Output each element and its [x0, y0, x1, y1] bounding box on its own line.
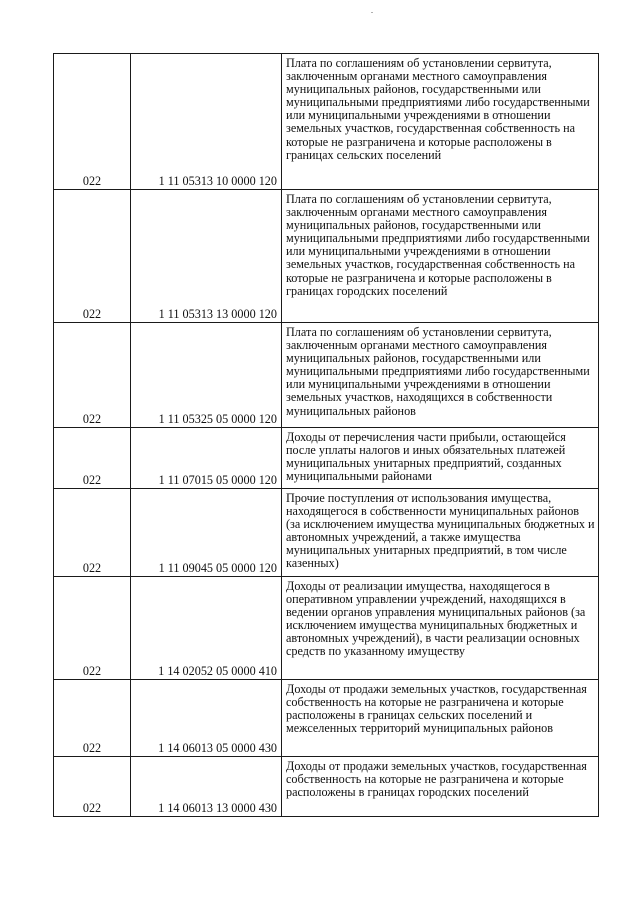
revenue-name-cell: Доходы от продажи земельных участков, государственная собственность на которые не разграничена и которые расположены в границах городских поселений [282, 757, 599, 817]
admin-code-cell: 022 [54, 323, 131, 428]
admin-code-cell: 022 [54, 680, 131, 757]
kbk-code-cell: 1 11 07015 05 0000 120 [131, 428, 282, 489]
revenue-name-cell: Плата по соглашениям об установлении сервитута, заключенным органами местного самоуправления муниципальных районов, государственными или муниципальными предприятиями либо государственными или муниципальными учреждениями в отношении земельных участков, находящихся в собственности муниципальных районов [282, 323, 599, 428]
admin-code-cell: 022 [54, 54, 131, 190]
kbk-code-cell: 1 14 06013 05 0000 430 [131, 680, 282, 757]
revenue-codes-table [53, 53, 599, 817]
table-row [54, 54, 599, 190]
revenue-name-cell: Доходы от продажи земельных участков, государственная собственность на которые не разграничена и которые расположены в границах сельских поселений и межселенных территорий муниципальных районов [282, 680, 599, 757]
scan-mark [371, 12, 373, 13]
admin-code-cell: 022 [54, 428, 131, 489]
table-row [54, 428, 599, 489]
revenue-name-cell: Прочие поступления от использования имущества, находящегося в собственности муниципальных районов (за исключением имущества муниципальных бюджетных и автономных учреждений, а также имущества муниципальных унитарных предприятий, в том числе казенных) [282, 489, 599, 577]
admin-code-cell: 022 [54, 577, 131, 680]
table-row [54, 757, 599, 817]
revenue-name-cell: Доходы от перечисления части прибыли, остающейся после уплаты налогов и иных обязательных платежей муниципальных унитарных предприятий, созданных муниципальными районами [282, 428, 599, 489]
kbk-code-cell: 1 11 09045 05 0000 120 [131, 489, 282, 577]
table-row [54, 489, 599, 577]
table-row [54, 190, 599, 323]
revenue-name-cell: Плата по соглашениям об установлении сервитута, заключенным органами местного самоуправления муниципальных районов, государственными или муниципальными предприятиями либо государственными или муниципальными учреждениями в отношении земельных участков, государственная собственность на которые не разграничена и которые расположены в границах сельских поселений [282, 54, 599, 190]
table-row [54, 577, 599, 680]
admin-code-cell: 022 [54, 190, 131, 323]
kbk-code-cell: 1 11 05325 05 0000 120 [131, 323, 282, 428]
revenue-name-cell: Доходы от реализации имущества, находящегося в оперативном управлении учреждений, находящихся в ведении органов управления муниципальных районов (за исключением имущества муниципальных бюджетных и автономных учреждений), в части реализации основных средств по указанному имуществу [282, 577, 599, 680]
admin-code-cell: 022 [54, 489, 131, 577]
table-row [54, 323, 599, 428]
kbk-code-cell: 1 14 06013 13 0000 430 [131, 757, 282, 817]
revenue-name-cell: Плата по соглашениям об установлении сервитута, заключенным органами местного самоуправления муниципальных районов, государственными или муниципальными предприятиями либо государственными или муниципальными учреждениями в отношении земельных участков, государственная собственность на которые не разграничена и которые расположены в границах городских поселений [282, 190, 599, 323]
admin-code-cell: 022 [54, 757, 131, 817]
kbk-code-cell: 1 14 02052 05 0000 410 [131, 577, 282, 680]
kbk-code-cell: 1 11 05313 13 0000 120 [131, 190, 282, 323]
kbk-code-cell: 1 11 05313 10 0000 120 [131, 54, 282, 190]
table-row [54, 680, 599, 757]
